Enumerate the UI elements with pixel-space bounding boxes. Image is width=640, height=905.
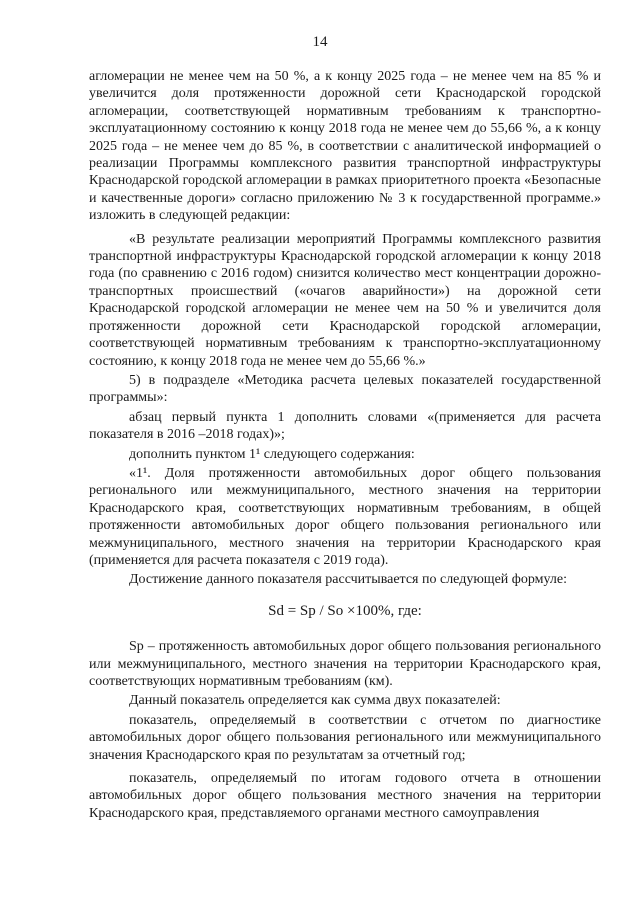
paragraph: «1¹. Доля протяженности автомобильных дорог общего пользования регионального или межмуниципального, местного значения на территории Краснодарского края, соответствующих нормативным требованиям, в общей протяженности автомобильных дорог общего пользования регионального или межмуниципального, местного значения на территории Краснодарского края (применяется для расчета показателя с 2019 года). xyxy=(89,465,601,568)
paragraph: Данный показатель определяется как сумма двух показателей: xyxy=(129,693,501,709)
paragraph: показатель, определяемый в соответствии с отчетом по диагностике автомобильных дорог общего пользования регионального или межмуниципального значения Краснодарского края по результатам за отчетный год; xyxy=(89,712,601,763)
paragraph: показатель, определяемый по итогам годового отчета в отношении автомобильных дорог общего пользования местного значения на территории Краснодарского края, представляемого органами местного самоуправления xyxy=(89,771,601,821)
paragraph: «В результате реализации мероприятий Программы комплексного развития транспортной инфраструктуры Краснодарской городской агломерации к концу 2018 года (по сравнению с 2016 годом) снизится количество мест концентрации дорожно-транспортных происшествий («очагов аварийности») на дорожной сети Краснодарской городской агломерации не менее чем на 50 % и увеличится доля протяженности дорожной сети Краснодарской городской агломерации, соответствующей нормативным требованиям к транспортно-эксплуатационному состоянию, к концу 2018 года не менее чем до 55,66 %.» xyxy=(89,231,601,369)
paragraph: 5) в подразделе «Методика расчета целевых показателей государственной программы»: xyxy=(89,372,601,406)
paragraph: Sp – протяженность автомобильных дорог общего пользования регионального или межмуниципального, местного значения на территории Краснодарского края, соответствующих нормативным требованиям (км). xyxy=(89,639,601,689)
formula: Sd = Sp / So ×100%, где: xyxy=(268,602,422,619)
paragraph: дополнить пунктом 1¹ следующего содержания: xyxy=(129,446,415,462)
page-number: 14 xyxy=(312,34,328,50)
document-body xyxy=(89,68,601,822)
paragraph: Достижение данного показателя рассчитывается по следующей формуле: xyxy=(129,572,567,588)
paragraph: абзац первый пункта 1 дополнить словами «(применяется для расчета показателя в 2016 –2018 годах)»; xyxy=(89,409,601,443)
paragraph: агломерации не менее чем на 50 %, а к концу 2025 года – не менее чем на 85 % и увеличится доля протяженности дорожной сети Краснодарской городской агломерации, соответствующей нормативным требованиям к транспортно-эксплуатационному состоянию к концу 2018 года не менее чем до 55,66 %, а к концу 2025 года – не менее чем до 85 %, в соответствии с аналитической информацией о реализации Программы комплексного развития транспортной инфраструктуры Краснодарской городской агломерации в рамках приоритетного проекта «Безопасные и качественные дороги» согласно приложению № 3 к государственной программе.» изложить в следующей редакции: xyxy=(89,69,601,224)
